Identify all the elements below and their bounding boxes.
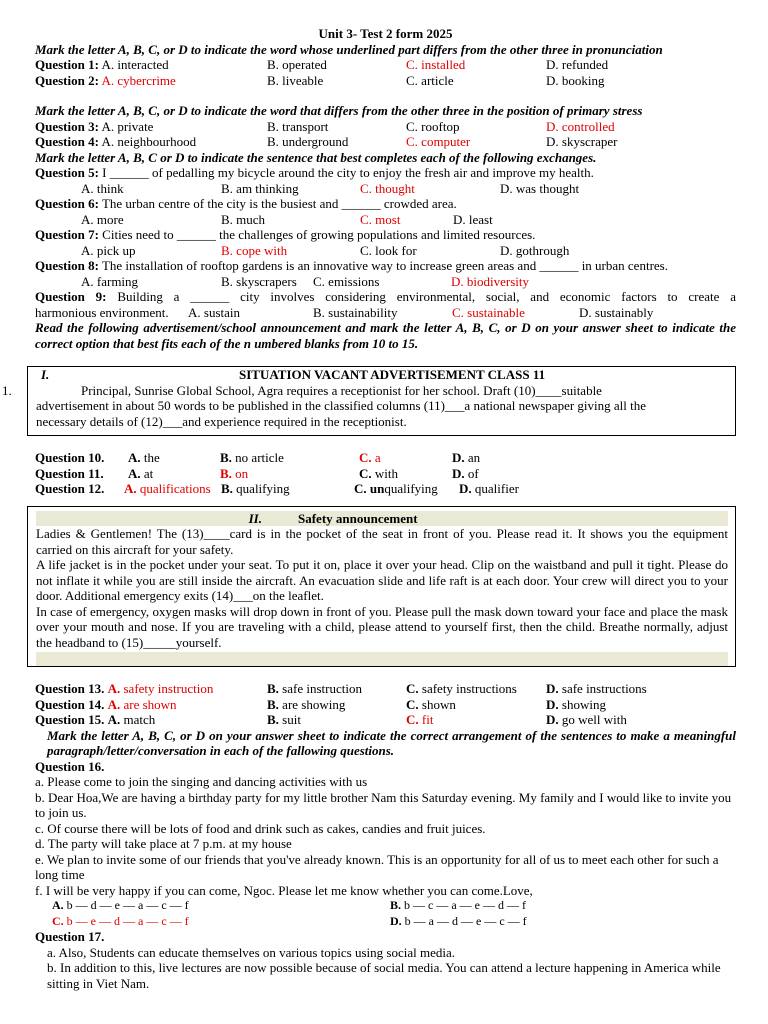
option-d: D. sustainably: [579, 304, 654, 320]
instruction-arrangement: Mark the letter A, B, C, or D on your answer sheet to indicate the correct arrangement of the sentences to make a meaningful paragraph/letter/conversation in each of the fallowing questions.: [47, 727, 736, 758]
option-a: A. private: [101, 118, 154, 134]
question-label: Question 10.: [35, 450, 105, 465]
question-9: [35, 289, 736, 305]
option-b-answer: on: [235, 465, 249, 481]
option-a: the: [143, 450, 160, 465]
question-17-label: Question 17.: [35, 929, 105, 944]
question-label: Question 14.: [35, 696, 105, 712]
list-number: 1.: [2, 382, 12, 398]
option-d: D. gothrough: [500, 242, 570, 258]
option-a: b — d — e — a — c — f: [66, 898, 189, 912]
instruction-pronunciation: Mark the letter A, B, C, or D to indicate the word whose underlined part differs from the other three in pronunciation: [35, 41, 663, 57]
question-label: Question 9:: [35, 289, 107, 304]
option-b: qualifying: [236, 481, 290, 496]
option-c-letter: C.: [406, 681, 419, 696]
option-c-letter: C.: [359, 450, 372, 465]
option-c-letter: C.: [406, 696, 419, 712]
option-d-letter: D.: [546, 681, 559, 696]
sentence-b: b. In addition to this, live lectures are now possible because of social media. You can attend a lecture happening in America while sitting in Viet Nam.: [47, 960, 721, 991]
question-9-options: [35, 305, 736, 321]
worksheet: [2, 26, 736, 991]
option-c-answer: b — e — d — a — c — f: [66, 913, 189, 928]
sentence-f: f. I will be very happy if you can come, Ngoc. Please let me know whether you can come.Love,: [35, 882, 533, 898]
instruction-stress: Mark the letter A, B, C, or D to indicate the word that differs from the other three in the position of primary stress: [35, 103, 643, 118]
question-10: [35, 450, 736, 466]
option-a: A. think: [81, 180, 124, 196]
option-c-letter: C.: [354, 481, 367, 496]
question-text: The installation of rooftop gardens is an innovative way to increase green areas and ______ in urban centres.: [101, 258, 668, 273]
option-a-letter: A.: [128, 465, 141, 481]
option-d-letter: D.: [546, 712, 559, 727]
question-label: Question 13.: [35, 681, 105, 696]
question-8: [35, 258, 736, 274]
page-title: Unit 3- Test 2 form 2025: [318, 26, 453, 41]
option-d-letter: D.: [459, 481, 472, 496]
option-c: qualifying: [384, 481, 438, 496]
advertisement-heading-row: [36, 367, 735, 383]
question-text: Building a ______ city involves considering environmental, social, and economic factors to create a: [117, 289, 736, 304]
option-b: B. am thinking: [221, 180, 299, 196]
option-b: B. sustainability: [313, 304, 398, 320]
question-label: Question 3:: [35, 118, 99, 134]
sentence-d: d. The party will take place at 7 p.m. at my house: [35, 836, 292, 851]
option-a: at: [143, 465, 154, 481]
option-b: are showing: [282, 696, 346, 712]
option-b: B. operated: [267, 57, 327, 72]
question-14: [35, 697, 736, 713]
option-c: with: [374, 465, 399, 481]
option-c-prefix: un: [369, 481, 385, 496]
option-a-answer: are shown: [123, 696, 177, 712]
question-label: Question 8:: [35, 258, 99, 273]
option-a-letter: A.: [128, 450, 141, 465]
option-b-letter: B.: [267, 712, 279, 727]
question-text-cont: harmonious environment.: [35, 304, 169, 320]
option-d-answer: D. controlled: [546, 118, 615, 134]
question-label: Question 11.: [35, 465, 104, 481]
sentence-b: b. Dear Hoa,We are having a birthday party for my little brother Nam this Saturday evening. My family and I would like to invite you to join us.: [35, 789, 732, 820]
option-c-answer: C. installed: [406, 57, 466, 72]
option-b: B. liveable: [267, 72, 324, 88]
question-12: [35, 481, 736, 497]
option-d-letter: D.: [452, 450, 465, 465]
question-16-options-ab: [35, 898, 736, 914]
shaded-bar: [36, 652, 728, 666]
question-5-options: [35, 181, 736, 197]
safety-heading: Safety announcement: [298, 510, 418, 526]
option-a: A. neighbourhood: [101, 134, 197, 149]
option-b: B. transport: [267, 118, 329, 134]
option-d-letter: D.: [452, 465, 465, 481]
option-c-answer: C. computer: [406, 134, 471, 149]
safety-paragraph-3: In case of emergency, oxygen masks will drop down in front of you. Please pull the mask down toward your face and place the mask over your mouth and nose. If you are traveling with a child, please attend to yourself first, then the child. Breathe normally, adjust the headband to (15)_____yourself.: [36, 603, 728, 650]
option-a-letter: A.: [52, 898, 64, 912]
sentence-a: a. Also, Students can educate themselves on various topics using social media.: [47, 944, 455, 960]
question-7: [35, 227, 736, 243]
option-d: an: [467, 450, 481, 465]
option-b: b — c — a — e — d — f: [404, 898, 526, 912]
option-a: A. sustain: [188, 304, 240, 320]
option-b-letter: B.: [220, 450, 232, 465]
option-d: safe instructions: [561, 681, 647, 696]
question-6-options: [35, 212, 736, 228]
option-b-letter: B.: [390, 898, 402, 912]
option-b-letter: B.: [221, 481, 233, 496]
advertisement-box: [2, 366, 736, 436]
option-b: B. much: [221, 211, 266, 227]
option-b-letter: B.: [267, 681, 279, 696]
question-label: Question 2:: [35, 72, 99, 88]
option-b: B. underground: [267, 134, 349, 149]
question-6: [35, 196, 736, 212]
safety-paragraph-1: Ladies & Gentlemen! The (13)____card is in the pocket of the seat in front of you. Please read it. It shows you the equipment carried on this aircraft for your safety.: [36, 526, 728, 557]
safety-heading-row: [36, 511, 728, 527]
option-d: b — a — d — e — c — f: [404, 913, 527, 928]
question-label: Question 5:: [35, 165, 99, 180]
advertisement-text: Principal, Sunrise Global School, Agra requires a receptionist for her school. Draft (10)____suitable: [81, 382, 602, 398]
question-label: Question 1:: [35, 57, 99, 72]
option-b: no article: [235, 450, 284, 465]
option-d: showing: [561, 696, 606, 712]
option-a-letter: A.: [124, 481, 137, 496]
option-c: safety instructions: [421, 681, 517, 696]
option-a-letter: A.: [107, 696, 121, 712]
option-b: safe instruction: [282, 681, 362, 696]
question-8-options: [35, 274, 736, 290]
sentence-c: c. Of course there will be lots of food and drink such as cakes, candies and fruit juices.: [35, 820, 486, 836]
option-a: A. pick up: [81, 242, 136, 258]
question-label: Question 12.: [35, 481, 105, 496]
option-a-answer: A. cybercrime: [101, 72, 176, 88]
question-label: Question 7:: [35, 227, 99, 242]
advertisement-line-1: [2, 382, 735, 399]
option-c: C. emissions: [313, 273, 380, 289]
option-d-letter: D.: [390, 913, 402, 928]
option-d: D. skyscraper: [546, 134, 618, 149]
option-c-letter: C.: [359, 465, 372, 481]
question-1: [35, 57, 736, 73]
option-c-answer: C. thought: [360, 180, 415, 196]
question-label: Question 4:: [35, 134, 99, 149]
instruction-exchanges: Mark the letter A, B, C or D to indicate the sentence that best completes each of the following exchanges.: [35, 149, 597, 165]
option-c-letter: C.: [406, 712, 419, 727]
question-16-options-cd: [35, 914, 736, 930]
option-c-answer: C. sustainable: [452, 304, 525, 320]
sentence-a: a. Please come to join the singing and dancing activities with us: [35, 774, 368, 789]
option-b-answer: B. cope with: [221, 242, 288, 258]
option-a: A. farming: [81, 273, 139, 289]
advertisement-line-3: necessary details of (12)___and experience required in the receptionist.: [36, 413, 407, 429]
question-11: [35, 466, 736, 482]
option-d: qualifier: [474, 481, 519, 496]
question-3: [35, 119, 736, 135]
option-c-answer: C. most: [360, 211, 401, 227]
question-text: The urban centre of the city is the busiest and ______ crowded area.: [101, 196, 457, 211]
instruction-reading: Read the following advertisement/school announcement and mark the letter A, B, C, or D on your answer sheet to indicate the correct option that best fits each of the n umbered blanks from 10 to 15.: [35, 320, 736, 351]
option-d: D. refunded: [546, 57, 609, 72]
option-c-answer: fit: [421, 712, 434, 727]
section-number: II.: [248, 510, 262, 526]
option-b: B. skyscrapers: [221, 273, 297, 289]
option-d: D. least: [453, 211, 493, 227]
sentence-e: e. We plan to invite some of our friends that you've already known. This is an opportunity for all of us to meet each other for such a long time: [35, 851, 719, 882]
question-5: [35, 165, 736, 181]
option-c-answer: a: [374, 450, 381, 465]
option-c: C. article: [406, 72, 454, 88]
option-c: C. look for: [360, 242, 417, 258]
option-d: D. was thought: [500, 180, 580, 196]
option-a-letter: A.: [107, 712, 121, 727]
question-label: Question 15.: [35, 712, 105, 727]
option-d-answer: D. biodiversity: [451, 273, 529, 289]
option-c: shown: [421, 696, 456, 712]
option-d-letter: D.: [546, 696, 559, 712]
question-15: [35, 712, 736, 728]
option-d: D. booking: [546, 72, 605, 88]
question-7-options: [35, 243, 736, 259]
option-a-answer: safety instruction: [123, 681, 214, 696]
question-4: [35, 134, 736, 150]
option-c: C. rooftop: [406, 118, 460, 134]
question-16-label: Question 16.: [35, 758, 105, 774]
advertisement-heading: SITUATION VACANT ADVERTISEMENT CLASS 11: [239, 367, 546, 382]
option-c-letter: C.: [52, 913, 64, 928]
option-d: of: [467, 465, 479, 481]
safety-paragraph-2: A life jacket is in the pocket under your seat. To put it on, place it over your head. Clip on the waistband and pull it tight. Please do not inflate it while you are still inside the aircraft. An evacuation slide and life raft is at each door. Your crew will direct you to your door. Additional emergency exits (14)___on the leaflet.: [36, 557, 728, 603]
safety-announcement-box: [27, 506, 736, 668]
option-d: go well with: [561, 712, 627, 727]
question-13: [35, 681, 736, 697]
option-a-answer: qualifications: [139, 481, 211, 496]
advertisement-line-2: advertisement in about 50 words to be published in the classified columns (11)___a national newspaper giving all the: [36, 398, 647, 413]
option-a: A. more: [81, 211, 124, 227]
option-a: match: [123, 712, 156, 727]
option-b: suit: [282, 712, 301, 727]
option-a: A. interacted: [101, 57, 169, 72]
question-text: Cities need to ______ the challenges of growing populations and limited resources.: [102, 227, 536, 242]
option-b-letter: B.: [220, 465, 232, 481]
question-text: I ______ of pedalling my bicycle around the city to enjoy the fresh air and improve my health.: [102, 165, 594, 180]
option-b-letter: B.: [267, 696, 279, 712]
question-2: [35, 73, 736, 89]
section-number: I.: [41, 367, 50, 382]
option-a-letter: A.: [107, 681, 121, 696]
question-label: Question 6:: [35, 196, 99, 211]
